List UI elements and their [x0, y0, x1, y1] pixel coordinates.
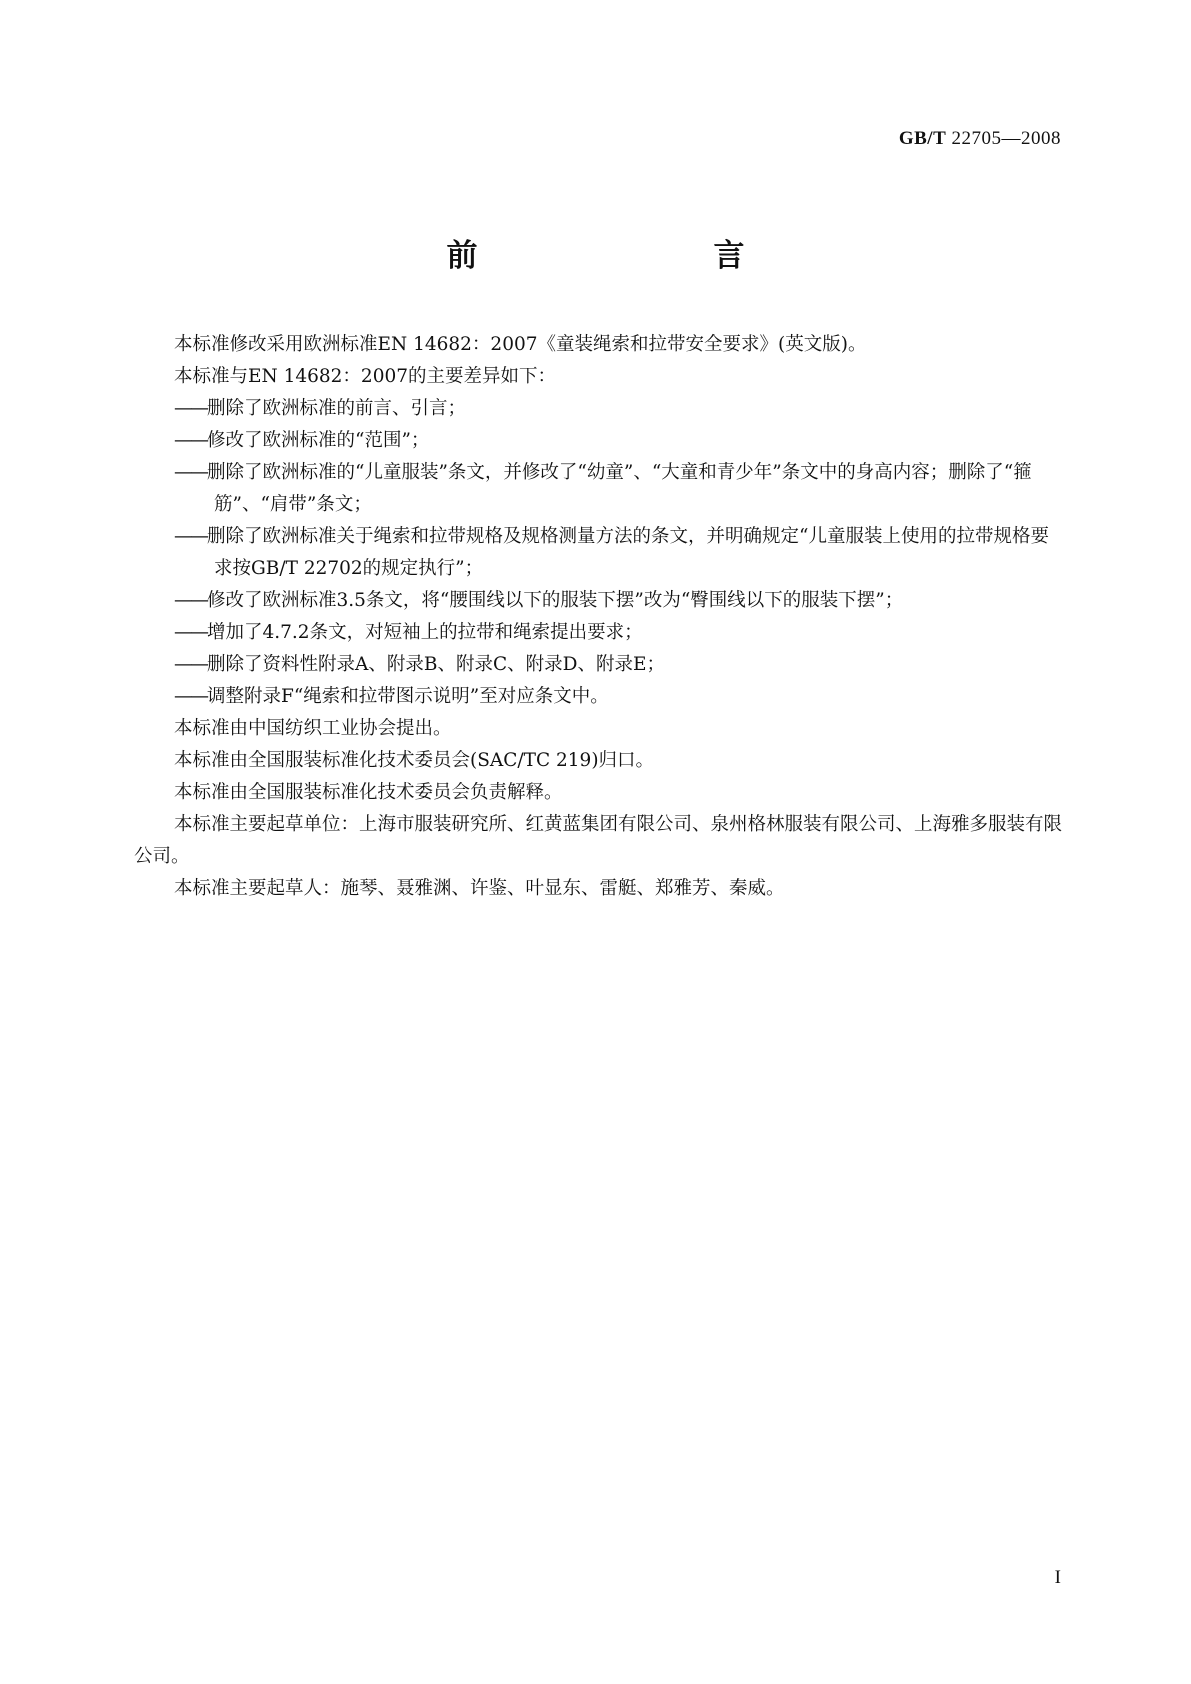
- list-item-text: 修改了欧洲标准3.5条文，将“腰围线以下的服装下摆”改为“臀围线以下的服装下摆”；: [207, 590, 904, 611]
- dash-marker: ——: [174, 462, 207, 483]
- list-item-text: 调整附录F“绳索和拉带图示说明”至对应条文中。: [207, 686, 609, 707]
- paragraph-centralized-by: 本标准由全国服装标准化技术委员会(SAC/TC 219)归口。: [174, 750, 655, 771]
- dash-marker: ——: [174, 654, 207, 675]
- paragraph-interpreted-by: 本标准由全国服装标准化技术委员会负责解释。: [174, 782, 563, 803]
- paragraph-adoption: 本标准修改采用欧洲标准EN 14682：2007《童装绳索和拉带安全要求》(英文版)。: [174, 334, 867, 355]
- dash-marker: ——: [174, 430, 207, 451]
- list-item-text: 修改了欧洲标准的“范围”；: [207, 430, 430, 451]
- list-item-text: 删除了欧洲标准的前言、引言；: [207, 398, 467, 419]
- paragraph-differences-intro: 本标准与EN 14682：2007的主要差异如下：: [174, 366, 557, 387]
- paragraph-drafting-units: 本标准主要起草单位：上海市服装研究所、红黄蓝集团有限公司、泉州格林服装有限公司、上海雅多服装有限公司。: [134, 814, 1063, 867]
- foreword-body: [134, 329, 1062, 905]
- list-item: [134, 393, 1062, 425]
- list-item: [134, 425, 1062, 457]
- dash-marker: ——: [174, 622, 207, 643]
- standard-code: [899, 128, 1061, 150]
- differences-list: [134, 393, 1062, 713]
- dash-marker: ——: [174, 590, 207, 611]
- list-item-text: 删除了欧洲标准关于绳索和拉带规格及规格测量方法的条文，并明确规定“儿童服装上使用的拉带规格要求按GB/T 22702的规定执行”；: [207, 526, 1049, 579]
- list-item: [134, 457, 1062, 521]
- dash-marker: ——: [174, 398, 207, 419]
- paragraph-proposer: 本标准由中国纺织工业协会提出。: [174, 718, 452, 739]
- paragraph-drafters: 本标准主要起草人：施琴、聂雅渊、许鉴、叶显东、雷艇、郑雅芳、秦威。: [174, 878, 785, 899]
- standard-number: 22705—2008: [951, 128, 1061, 149]
- list-item-text: 删除了资料性附录A、附录B、附录C、附录D、附录E；: [207, 654, 665, 675]
- list-item-text: 增加了4.7.2条文，对短袖上的拉带和绳索提出要求；: [207, 622, 643, 643]
- page-number: I: [1054, 1567, 1061, 1588]
- list-item: [134, 585, 1062, 617]
- dash-marker: ——: [174, 686, 207, 707]
- dash-marker: ——: [174, 526, 207, 547]
- page-title: 前 言: [446, 238, 803, 274]
- list-item: [134, 649, 1062, 681]
- standard-prefix: GB/T: [898, 128, 947, 149]
- list-item: [134, 681, 1062, 713]
- list-item: [134, 617, 1062, 649]
- list-item: [134, 521, 1062, 585]
- list-item-text: 删除了欧洲标准的“儿童服装”条文，并修改了“幼童”、“大童和青少年”条文中的身高内容；删除了“箍筋”、“肩带”条文；: [207, 462, 1032, 515]
